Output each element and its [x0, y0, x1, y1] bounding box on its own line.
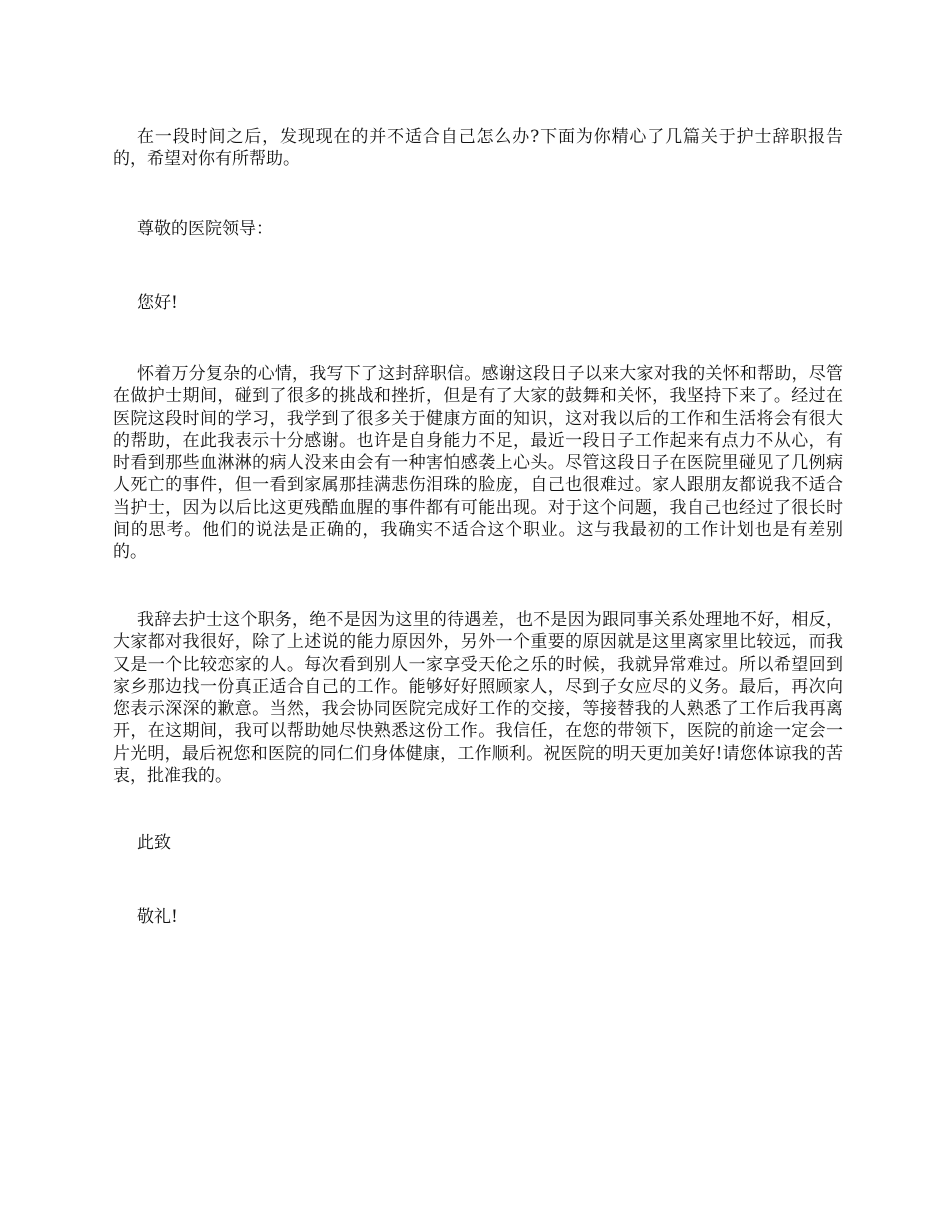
body-paragraph-1: 怀着万分复杂的心情，我写下了这封辞职信。感谢这段日子以来大家对我的关怀和帮助，尽管在做护士期间，碰到了很多的挑战和挫折，但是有了大家的鼓舞和关怀，我坚持下来了。经过在医院这段时间的学习，我学到了很多关于健康方面的知识，这对我以后的工作和生活将会有很大的帮助，在此我表示十分感谢。也许是自身能力不足，最近一段日子工作起来有点力不从心，有时看到那些血淋淋的病人没来由会有一种害怕感袭上心头。尽管这段日子在医院里碰见了几例病人死亡的事件，但一看到家属那挂满悲伤泪珠的脸庞，自己也很难过。家人跟朋友都说我不适合当护士，因为以后比这更残酷血腥的事件都有可能出现。对于这个问题，我自己也经过了很长时间的思考。他们的说法是正确的，我确实不适合这个职业。这与我最初的工作计划也是有差别的。: [113, 364, 843, 563]
greeting-line: 您好!: [137, 293, 178, 313]
body-paragraph-2: 我辞去护士这个职务，绝不是因为这里的待遇差，也不是因为跟同事关系处理地不好，相反，大家都对我很好，除了上述说的能力原因外，另外一个重要的原因就是这里离家里比较远，而我又是一个比较恋家的人。每次看到别人一家享受天伦之乐的时候，我就异常难过。所以希望回到家乡那边找一份真正适合自己的工作。能够好好照顾家人，尽到子女应尽的义务。最后，再次向您表示深深的歉意。当然，我会协同医院完成好工作的交接，等接替我的人熟悉了工作后我再离开，在这期间，我可以帮助她尽快熟悉这份工作。我信任，在您的带领下，医院的前途一定会一片光明，最后祝您和医院的同仁们身体健康，工作顺利。祝医院的明天更加美好!请您体谅我的苦衷，批准我的。: [113, 610, 843, 787]
salutation-line: 尊敬的医院领导：: [137, 219, 273, 239]
closing-line-1: 此致: [137, 833, 171, 853]
closing-line-2: 敬礼!: [137, 907, 178, 927]
intro-paragraph: 在一段时间之后，发现现在的并不适合自己怎么办?下面为你精心了几篇关于护士辞职报告的，希望对你有所帮助。: [113, 127, 843, 170]
